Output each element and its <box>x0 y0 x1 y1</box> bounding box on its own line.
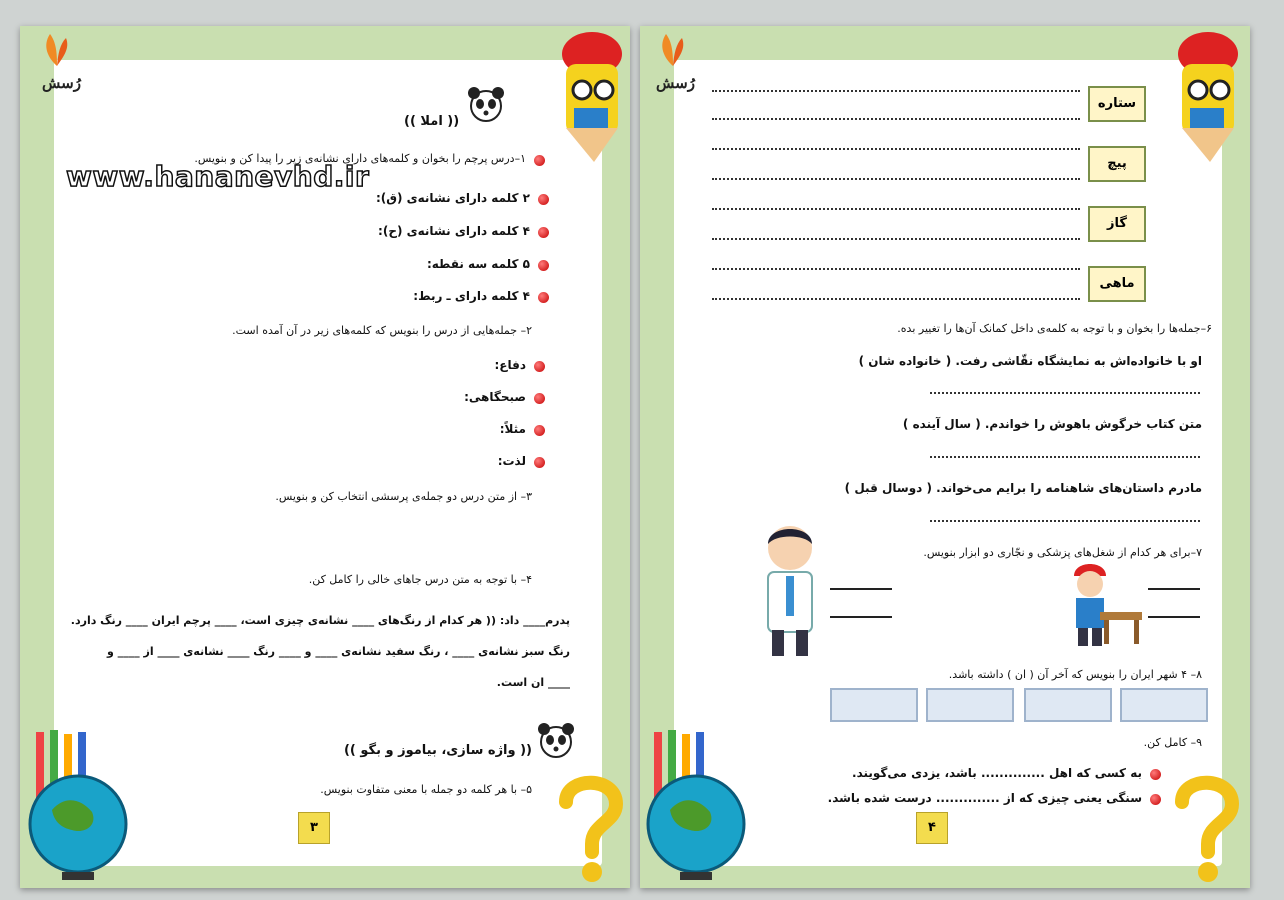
q4-fill-line-2: رنگ سبز نشانه‌ی ____ ، رنگ سفید نشانه‌ی ____ و ____ رنگ ____ نشانه‌ی ____ از ____ و <box>107 645 570 658</box>
brand-logo: رُسش <box>42 74 81 92</box>
q2-item: مثلاً: <box>499 422 526 436</box>
answer-line <box>830 588 892 590</box>
q1-item: ۴ کلمه دارای ـ ربط: <box>413 289 530 303</box>
q6-sentence: او با خانواده‌اش به نمایشگاه نقّاشی رفت. ( خانواده شان ) <box>858 354 1202 368</box>
answer-line <box>1148 616 1200 618</box>
question-8: ۸– ۴ شهر ایران را بنویس که آخر آن ( ان ) داشته باشد. <box>948 668 1202 681</box>
question-2: ۲– جمله‌هایی از درس را بنویس که کلمه‌های زیر در آن آمده است. <box>232 324 532 337</box>
watermark-url: www.hananevhd.ir <box>66 160 370 193</box>
q9-item: به کسی که اهل .............. باشد، یزدی می‌گویند. <box>852 766 1142 780</box>
bullet-icon <box>534 361 545 372</box>
butterfly-logo-icon <box>656 28 690 68</box>
answer-box[interactable] <box>1120 688 1208 722</box>
question-4: ۴– با توجه به متن درس جاهای خالی را کامل کن. <box>308 573 532 586</box>
word-box: ستاره <box>1088 86 1146 122</box>
bullet-icon <box>534 393 545 404</box>
bullet-icon <box>538 260 549 271</box>
answer-dotted-line <box>712 90 1080 92</box>
answer-dotted-line <box>930 520 1200 522</box>
answer-dotted-line <box>712 148 1080 150</box>
globe-icon <box>22 730 142 890</box>
answer-dotted-line <box>712 208 1080 210</box>
answer-dotted-line <box>712 118 1080 120</box>
section-title-dictation: (( املا )) <box>404 114 460 129</box>
globe-icon <box>640 730 760 890</box>
answer-box[interactable] <box>926 688 1014 722</box>
answer-line <box>830 616 892 618</box>
section-title-word-building: (( واژه سازی، بیاموز و بگو )) <box>343 743 532 758</box>
bullet-icon <box>534 457 545 468</box>
q4-fill-line-3: ____ ان است. <box>496 676 570 689</box>
answer-dotted-line <box>712 238 1080 240</box>
page-number-box: ۴ <box>916 812 948 844</box>
question-7: ۷–برای هر کدام از شغل‌های پزشکی و نجّاری دو ابزار بنویس. <box>923 546 1202 559</box>
word-box: ماهی <box>1088 266 1146 302</box>
question-3: ۳– از متن درس دو جمله‌ی پرسشی انتخاب کن و بنویس. <box>275 490 532 503</box>
page-number-box: ۳ <box>298 812 330 844</box>
q1-item: ۴ کلمه دارای نشانه‌ی (ح): <box>378 224 530 238</box>
bullet-icon <box>1150 769 1161 780</box>
question-9: ۹– کامل کن. <box>1143 736 1202 749</box>
doctor-boy-icon <box>750 520 830 660</box>
bullet-icon <box>1150 794 1161 805</box>
q2-item: لذت: <box>497 454 526 468</box>
question-6: ۶–جمله‌ها را بخوان و با توجه به کلمه‌ی داخل کمانک آن‌ها را تغییر بده. <box>897 322 1212 335</box>
pencil-mascot-icon <box>544 28 630 164</box>
question-mark-icon <box>556 772 626 888</box>
bullet-icon <box>534 425 545 436</box>
answer-box[interactable] <box>830 688 918 722</box>
word-box: پیچ <box>1088 146 1146 182</box>
q2-item: صبحگاهی: <box>464 390 526 404</box>
q4-fill-line-1: پدرم____ داد: (( هر کدام از رنگ‌های ____ نشانه‌ی چیزی است، ____ پرچم ایران ____ رنگ دارد. <box>70 614 570 627</box>
butterfly-logo-icon <box>40 28 74 68</box>
pencil-mascot-icon <box>1160 28 1246 164</box>
answer-box[interactable] <box>1024 688 1112 722</box>
bullet-icon <box>538 194 549 205</box>
question-5: ۵– با هر کلمه دو جمله با معنی متفاوت بنویس. <box>320 783 532 796</box>
bullet-icon <box>538 227 549 238</box>
answer-line <box>1148 588 1200 590</box>
answer-dotted-line <box>930 456 1200 458</box>
answer-dotted-line <box>712 178 1080 180</box>
brand-logo: رُسش <box>656 74 695 92</box>
panda-icon <box>536 720 576 760</box>
question-1: ۱–درس پرچم را بخوان و کلمه‌های دارای نشانه‌ی زیر را پیدا کن و بنویس. <box>194 152 526 165</box>
q9-item: سنگی یعنی چیزی که از .............. درست شده باشد. <box>827 791 1142 805</box>
bullet-icon <box>538 292 549 303</box>
bullet-icon <box>534 155 545 166</box>
word-box: گاز <box>1088 206 1146 242</box>
question-mark-icon <box>1172 772 1242 888</box>
panda-icon <box>466 84 506 124</box>
q6-sentence: مادرم داستان‌های شاهنامه را برایم می‌خواند. ( دوسال قبل ) <box>844 481 1202 495</box>
q6-sentence: متن کتاب خرگوش باهوش را خواندم. ( سال آینده ) <box>902 417 1202 431</box>
answer-dotted-line <box>712 268 1080 270</box>
answer-dotted-line <box>930 392 1200 394</box>
q1-item: ۲ کلمه دارای نشانه‌ی (ق): <box>375 191 530 205</box>
q1-item: ۵ کلمه سه نقطه: <box>426 257 530 271</box>
answer-dotted-line <box>712 298 1080 300</box>
carpenter-boy-icon <box>1062 560 1144 650</box>
q2-item: دفاع: <box>494 358 526 372</box>
